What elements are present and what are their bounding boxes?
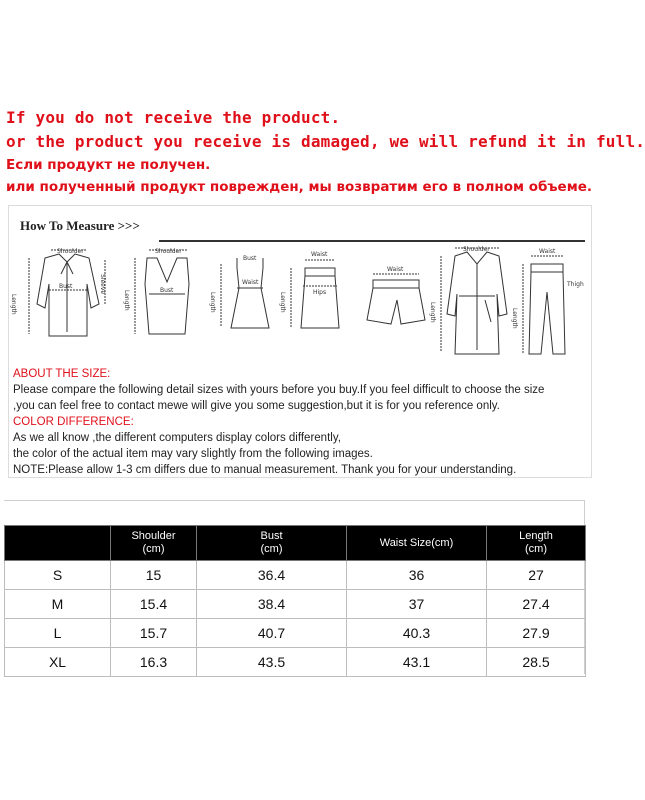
skirt-figure-icon: [279, 251, 339, 328]
svg-text:Bust: Bust: [160, 287, 174, 294]
header-length: Length (cm): [487, 526, 586, 561]
header-bust: Bust (cm): [197, 526, 347, 561]
svg-text:Length: Length: [209, 292, 216, 313]
size-table-panel: [4, 500, 585, 674]
about-size-text-1: Please compare the following detail sizes with yours before you buy.If you feel difficult to choose the size: [13, 384, 545, 396]
waist-cell: 36: [347, 561, 487, 590]
notice-line-4: или полученный продукт поврежден, мы возвратим его в полном объеме.: [6, 179, 593, 195]
sleeve-label: Sleeve: [99, 274, 106, 295]
color-difference-heading: COLOR DIFFERENCE:: [13, 416, 134, 428]
svg-text:Length: Length: [429, 302, 436, 323]
size-table: [4, 525, 586, 677]
shorts-figure-icon: [367, 266, 425, 324]
table-row: [5, 561, 586, 590]
color-text-2: the color of the actual item may vary slightly from the following images.: [13, 448, 373, 460]
svg-text:Length: Length: [279, 292, 286, 313]
svg-text:Thigh: Thigh: [567, 281, 584, 288]
bust-label: Bust: [59, 283, 73, 290]
svg-text:Hips: Hips: [313, 289, 327, 296]
bust-cell: 43.5: [197, 648, 347, 677]
length-cell: 28.5: [487, 648, 586, 677]
svg-text:Waist: Waist: [539, 248, 556, 255]
measurement-note: NOTE:Please allow 1-3 cm differs due to manual measurement. Thank you for your understanding.: [13, 464, 517, 476]
table-row: [5, 648, 586, 677]
shoulder-cell: 16.3: [111, 648, 197, 677]
pants-figure-icon: [511, 248, 584, 354]
size-cell: XL: [5, 648, 111, 677]
header-size: [5, 526, 111, 561]
svg-text:Waist: Waist: [311, 251, 328, 258]
svg-text:Shoulder: Shoulder: [463, 246, 490, 253]
refund-notice: [6, 106, 645, 198]
svg-text:Waist: Waist: [387, 266, 404, 273]
svg-text:Length: Length: [511, 308, 518, 329]
table-row: [5, 590, 586, 619]
about-size-heading: ABOUT THE SIZE:: [13, 368, 111, 380]
length-label: Length: [10, 294, 17, 315]
notice-line-1: If you do not receive the product.: [6, 108, 341, 127]
svg-text:Shoulder: Shoulder: [155, 248, 182, 255]
how-to-measure-panel: [8, 205, 592, 478]
svg-text:Waist: Waist: [242, 279, 259, 286]
about-size-text-2: ,you can feel free to contact mewe will give you some suggestion,but it is for you reference only.: [13, 400, 500, 412]
size-cell: L: [5, 619, 111, 648]
header-waist: Waist Size(cm): [347, 526, 487, 561]
bust-cell: 40.7: [197, 619, 347, 648]
shoulder-cell: 15.4: [111, 590, 197, 619]
length-cell: 27.9: [487, 619, 586, 648]
size-cell: S: [5, 561, 111, 590]
size-cell: M: [5, 590, 111, 619]
bust-cell: 36.4: [197, 561, 347, 590]
length-cell: 27.4: [487, 590, 586, 619]
size-info-text: [13, 366, 544, 478]
blouse-figure-icon: [10, 248, 106, 336]
size-table-header: [5, 526, 586, 561]
bust-cell: 38.4: [197, 590, 347, 619]
header-shoulder: Shoulder (cm): [111, 526, 197, 561]
length-cell: 27: [487, 561, 586, 590]
notice-line-2: or the product you receive is damaged, we will refund it in full.: [6, 132, 645, 151]
waist-cell: 37: [347, 590, 487, 619]
shoulder-cell: 15: [111, 561, 197, 590]
waist-cell: 43.1: [347, 648, 487, 677]
measurement-figures: [10, 244, 587, 366]
svg-text:Bust: Bust: [243, 255, 257, 262]
shoulder-label: Shoulder: [57, 248, 84, 255]
tank-top-figure-icon: [123, 248, 189, 334]
notice-line-3: Если продукт не получен.: [6, 157, 211, 173]
title-divider: [159, 240, 585, 242]
waist-cell: 40.3: [347, 619, 487, 648]
coat-figure-icon: [429, 246, 507, 354]
how-to-measure-title: How To Measure >>>: [20, 218, 140, 233]
svg-text:Length: Length: [123, 290, 130, 311]
color-text-1: As we all know ,the different computers display colors differently,: [13, 432, 341, 444]
table-row: [5, 619, 586, 648]
shoulder-cell: 15.7: [111, 619, 197, 648]
cami-figure-icon: [209, 255, 269, 328]
